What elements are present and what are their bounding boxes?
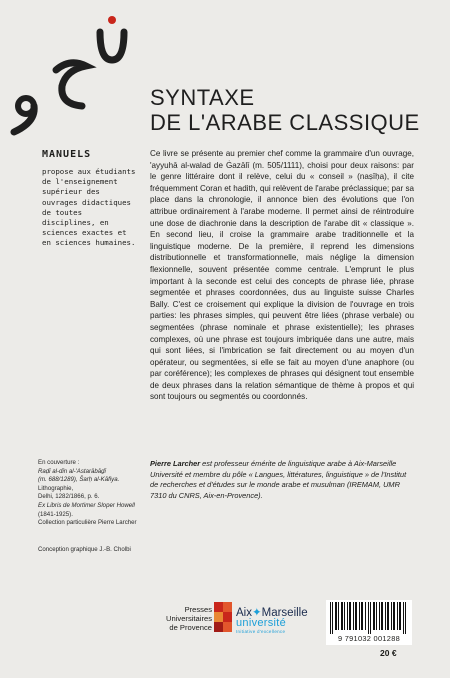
cover-credit: [38, 459, 144, 528]
university-tagline: Initiative d'excellence: [236, 629, 286, 634]
collection-block: [42, 149, 137, 249]
book-title: [150, 85, 420, 135]
author-name: Pierre Larcher: [150, 459, 201, 468]
cover-credit-line: Delhi, 1282/1866, p. 6.: [38, 493, 100, 501]
arabic-letters-artwork: [8, 10, 133, 140]
university-name: Aix✦Marseille: [236, 607, 308, 619]
cover-credit-heading: En couverture :: [38, 459, 80, 466]
title-line-1: SYNTAXE: [150, 85, 255, 110]
cover-credit-line: (m. 688/1289), Šarḥ al-Kāfiya.: [38, 476, 120, 484]
cover-credit-line: Raḍī al-dīn al-'Astarābāḏī: [38, 467, 106, 475]
publisher-line: Presses: [184, 605, 212, 614]
barcode-icon: [326, 600, 412, 634]
cover-credit-line: (1841-1925).: [38, 510, 73, 518]
design-credit: Conception graphique J.-B. Cholbi: [38, 546, 131, 553]
publisher-line: Universitaires: [166, 614, 212, 623]
author-bio: [150, 459, 414, 501]
university-logo: [236, 605, 320, 634]
title-line-2: DE L'ARABE CLASSIQUE: [150, 110, 420, 135]
blurb-text: Ce livre se présente au premier chef comme la grammaire d'un ouvrage, 'ayyuhā al-walad de Ġazālī (m. 505/1111), choisi pour deux raisons: par le genre littéraire dont il relève, celui du « conseil » (naṣīḥa), il cite fréquemment Coran et hadith, qui relèvent de l'arabe préclassique; par sa place dans la chronologie, il annonce bien des évolutions que l'on attribue ordinairement à l'arabe moderne. Il permet ainsi de réintroduire une dose de diachronie dans la description de l'arabe dit « classique ». En second lieu, il croise la grammaire arabe traditionnelle et la linguistique moderne. De la première, il reprend les dimensions distributionnelle et transformationnelle, mais néglige la dimension flexionnelle, souvent présentée comme centrale. L'emprunt le plus important à la seconde est celui des concepts de phrase liée, phrase segmentée et phrases coordonnées, dus au linguiste suisse Charles Bally. C'est ce croisement qui explique la division de l'ouvrage en trois parties: les phrases simples, qui peuvent être liées (phrase verbale) ou segmentées (phrase nominale et phrase existentielle); les phrases complexes, où une phrase est toujours imbriquée dans une autre, mais qui sont liées, si l'imbrication se fait directement ou au moyen d'un opérateur, ou segmentées, si elle se fait au moyen d'une anaphore (ou par coréférence); les complexes de phrases qui désignent tout ensemble de deux phrases dans la relation sémantique de thème à propos et qui sont toujours ou segmentés ou coordonnés.: [150, 149, 414, 402]
cover-credit-line: Collection particulière Pierre Larcher: [38, 519, 137, 527]
cover-credit-line: Ex Libris de Mortimer Sloper Howell: [38, 501, 135, 509]
publisher-logo-mark: [214, 602, 232, 632]
publisher-logo-text: [152, 605, 212, 632]
collection-description: propose aux étudiants de l'enseignement supérieur des ouvrages didactiques de toutes disciplines, en sciences exactes et en sciences humaines.: [42, 167, 136, 248]
university-sub: université: [236, 617, 287, 629]
cover-credit-line: Lithographie,: [38, 484, 74, 492]
publisher-line: de Provence: [169, 623, 212, 632]
barcode-number: 9 791032 001288: [326, 634, 412, 645]
back-cover-blurb: [150, 148, 414, 403]
price-label: 20 €: [380, 648, 397, 658]
author-bio-text: est professeur émérite de linguistique arabe à Aix-Marseille Université et membre du pôle « Langues, littératures, linguistique » de l'Institut de recherches et d'études sur le monde arabe et musulman (IREMAM, UMR 7310 du CNRS, Aix-en-Provence).: [150, 459, 407, 500]
collection-name: MANUELS: [42, 149, 92, 160]
